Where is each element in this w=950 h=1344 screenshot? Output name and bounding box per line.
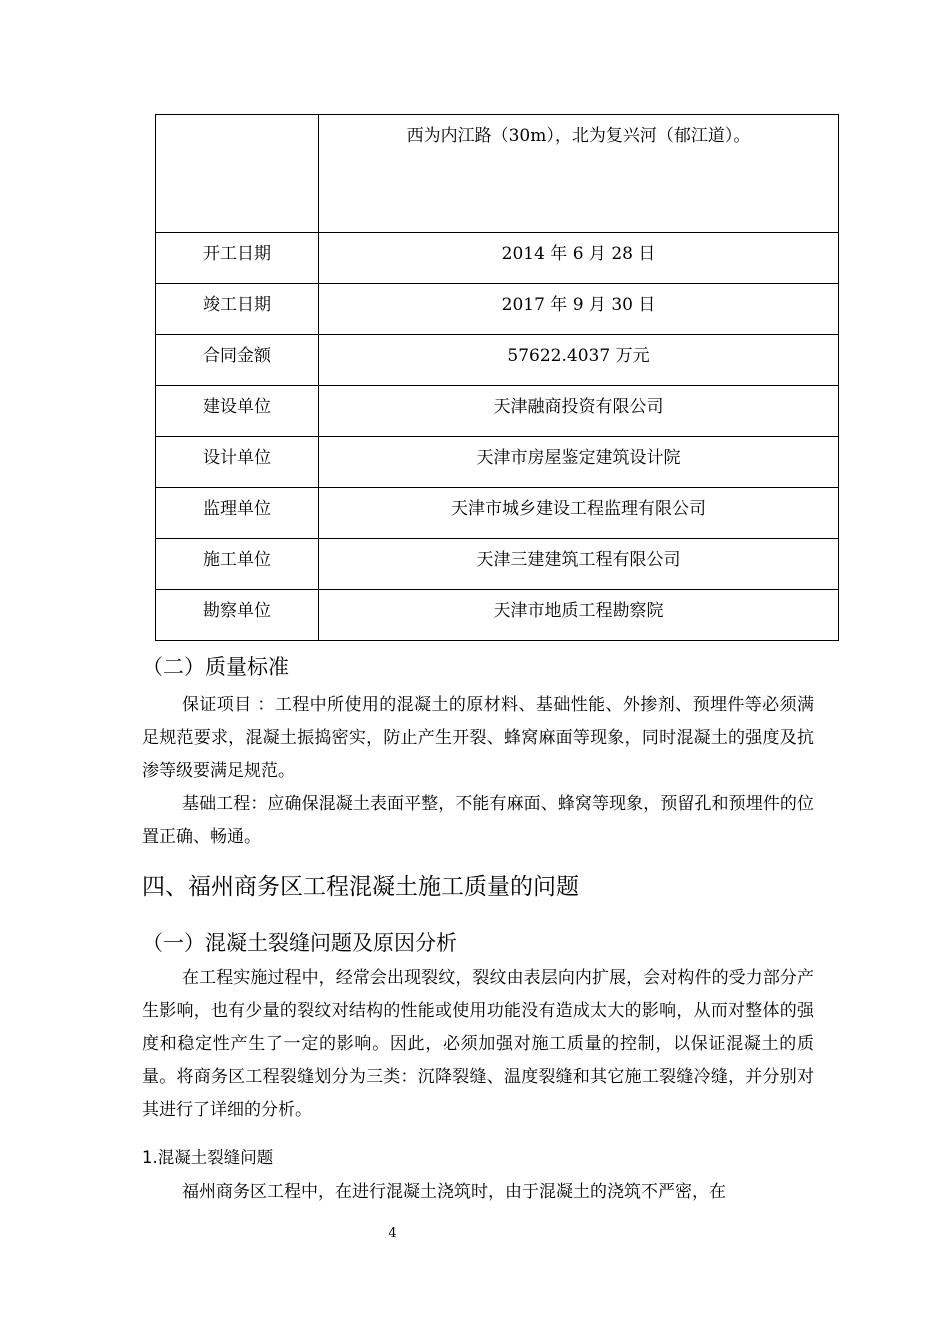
table-row [156,386,839,437]
row-value: 天津三建建筑工程有限公司 [319,539,839,590]
row-value: 2014 年 6 月 28 日 [319,233,839,284]
row-label: 监理单位 [156,488,319,539]
row-label: 设计单位 [156,437,319,488]
crack-problem-paragraph: 福州商务区工程中，在进行混凝土浇筑时，由于混凝土的浇筑不严密，在 [182,1182,726,1202]
row-value: 2017 年 9 月 30 日 [319,284,839,335]
row-value: 天津市城乡建设工程监理有限公司 [319,488,839,539]
table-row [156,115,839,233]
table-row [156,437,839,488]
crack-intro-paragraph: 在工程实施过程中，经常会出现裂纹，裂纹由表层向内扩展，会对构件的受力部分产生影响，也有少量的裂纹对结构的性能或使用功能没有造成太大的影响，从而对整体的强度和稳定性产生了一定的影响。因此，必须加强对施工质量的控制，以保证混凝土的质量。将商务区工程裂缝划分为三类：沉降裂缝、温度裂缝和其它施工裂缝冷缝，并分别对其进行了详细的分析。 [142,968,814,1120]
row-value: 天津市地质工程勘察院 [319,590,839,641]
row-value: 天津市房屋鉴定建筑设计院 [319,437,839,488]
quality-standard-heading: （二）质量标准 [142,655,289,679]
row-value: 天津融商投资有限公司 [319,386,839,437]
project-info-table [155,114,839,641]
table-row [156,590,839,641]
page-number: 4 [388,1226,397,1241]
row-label: 施工单位 [156,539,319,590]
row-label: 建设单位 [156,386,319,437]
table-row [156,488,839,539]
table-row [156,539,839,590]
row-label: 勘察单位 [156,590,319,641]
section-four-heading: 四、福州商务区工程混凝土施工质量的问题 [142,874,579,900]
row-label [156,115,319,233]
foundation-works-paragraph: 基础工程：应确保混凝土表面平整，不能有麻面、蜂窝等现象，预留孔和预埋件的位置正确、畅通。 [142,794,814,847]
table-row [156,335,839,386]
row-label: 合同金额 [156,335,319,386]
table-row [156,284,839,335]
row-label: 开工日期 [156,233,319,284]
row-value: 西为内江路（30m），北为复兴河（郁江道）。 [319,115,839,233]
row-value: 57622.4037 万元 [319,335,839,386]
crack-problem-heading: 1.混凝土裂缝问题 [142,1148,274,1167]
guarantee-items-paragraph: 保证项目 ：工程中所使用的混凝土的原材料、基础性能、外掺剂、预埋件等必须满足规范要求，混凝土振捣密实，防止产生开裂、蜂窝麻面等现象，同时混凝土的强度及抗渗等级要满足规范。 [142,695,814,781]
table-row [156,233,839,284]
row-label: 竣工日期 [156,284,319,335]
crack-analysis-heading: （一）混凝土裂缝问题及原因分析 [142,931,457,955]
